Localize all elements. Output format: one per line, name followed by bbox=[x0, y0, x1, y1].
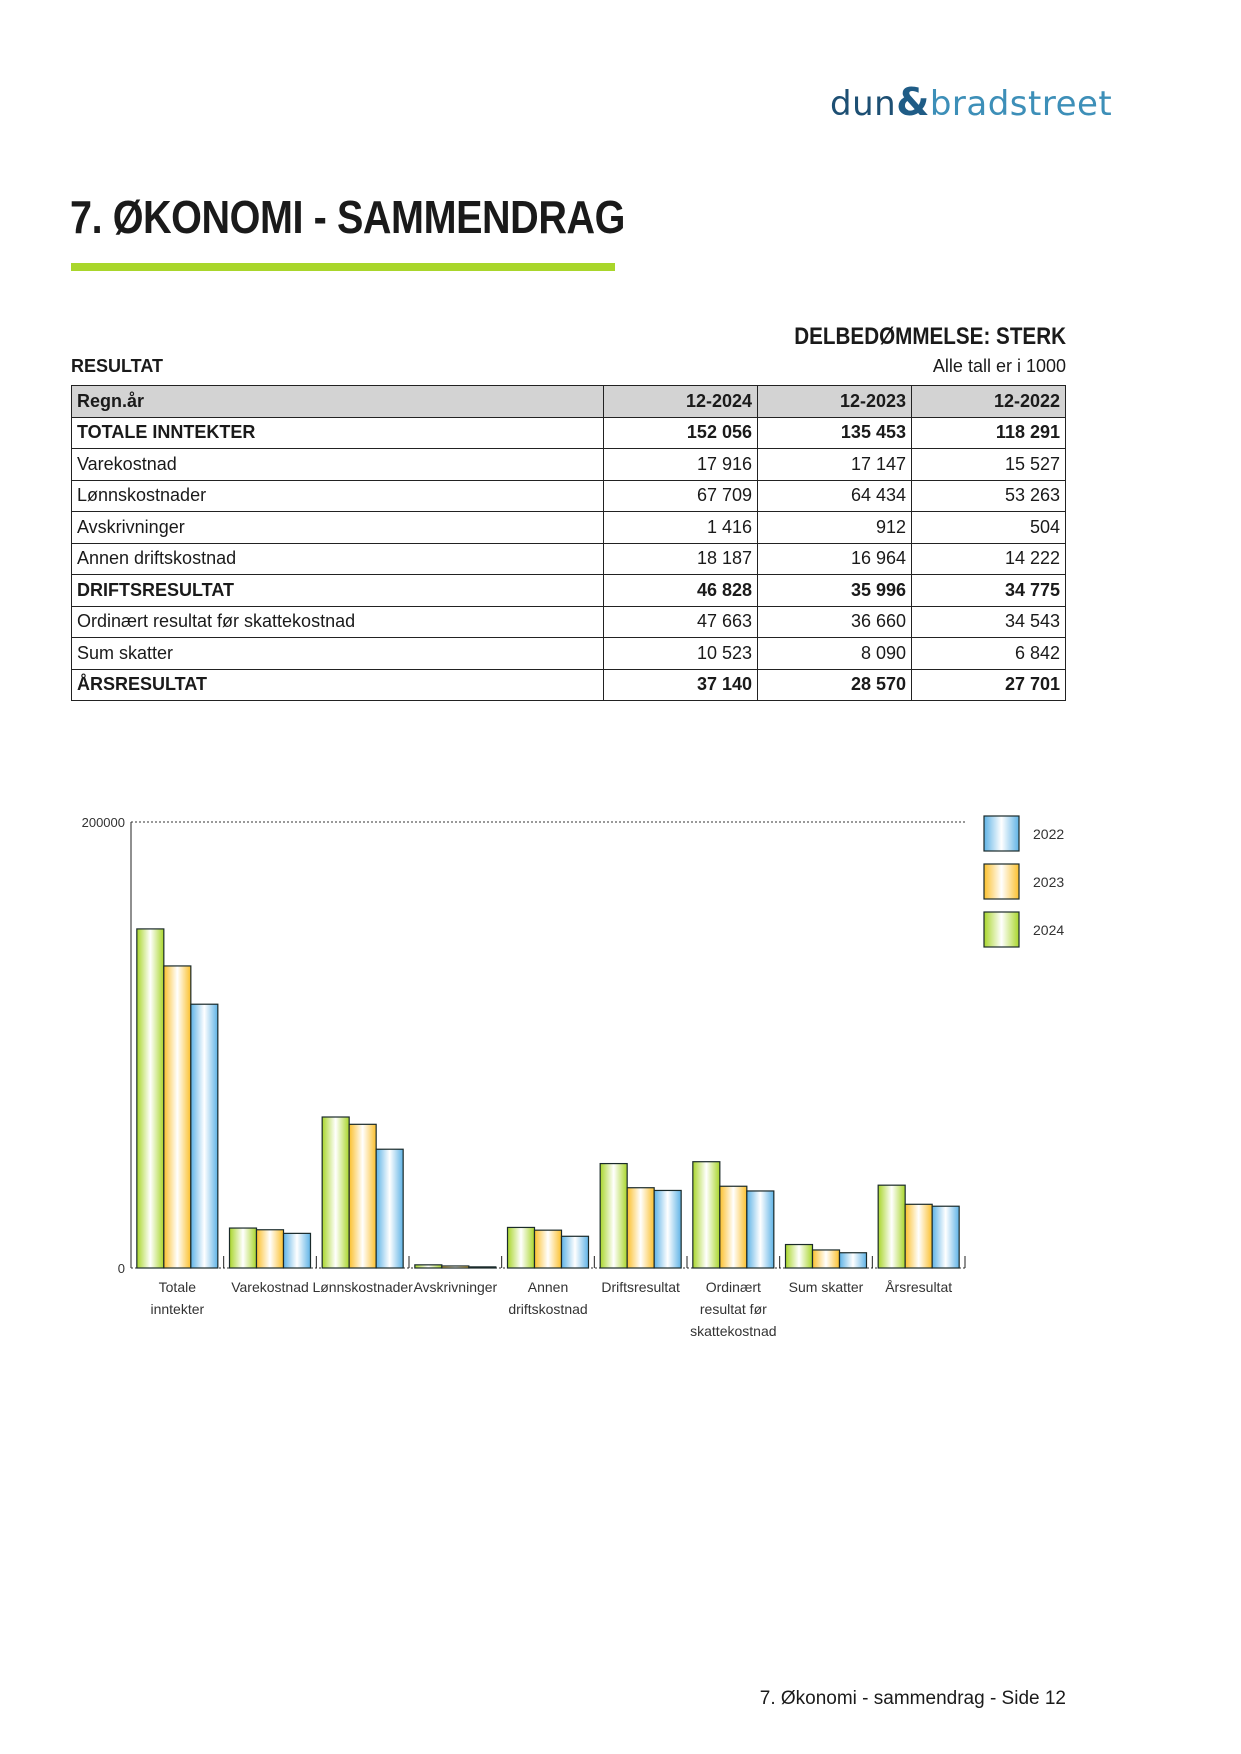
bar-chart bbox=[0, 790, 1241, 1339]
bar-2022 bbox=[932, 1206, 959, 1268]
legend-swatch-2022 bbox=[984, 816, 1019, 851]
logo-text-bradstreet: bradstreet bbox=[929, 84, 1113, 124]
table-row bbox=[72, 543, 1066, 575]
row-label: Ordinært resultat før skattekostnad bbox=[72, 606, 604, 638]
bar-2024 bbox=[786, 1245, 813, 1268]
logo-ampersand: & bbox=[896, 80, 930, 124]
row-value: 47 663 bbox=[604, 606, 758, 638]
row-label: Annen driftskostnad bbox=[72, 543, 604, 575]
y-tick-label: 0 bbox=[117, 1261, 125, 1276]
header-cell: 12-2024 bbox=[604, 386, 758, 418]
row-value: 35 996 bbox=[758, 575, 912, 607]
row-value: 912 bbox=[758, 512, 912, 544]
row-value: 6 842 bbox=[912, 638, 1066, 670]
bar-2024 bbox=[693, 1162, 720, 1268]
bar-2023 bbox=[257, 1230, 284, 1268]
row-value: 16 964 bbox=[758, 543, 912, 575]
row-value: 504 bbox=[912, 512, 1066, 544]
bar-2023 bbox=[720, 1186, 747, 1268]
bar-2022 bbox=[654, 1190, 681, 1268]
header-cell: Regn.år bbox=[72, 386, 604, 418]
table-row bbox=[72, 638, 1066, 670]
x-tick-label: Sum skatter bbox=[788, 1279, 864, 1295]
row-value: 67 709 bbox=[604, 480, 758, 512]
units-note: Alle tall er i 1000 bbox=[932, 356, 1066, 376]
legend-label: 2024 bbox=[1033, 922, 1065, 938]
x-tick-label: Ordinært bbox=[705, 1279, 761, 1295]
row-value: 53 263 bbox=[912, 480, 1066, 512]
table-row bbox=[72, 480, 1066, 512]
bar-2023 bbox=[349, 1124, 376, 1268]
row-value: 8 090 bbox=[758, 638, 912, 670]
row-value: 152 056 bbox=[604, 417, 758, 449]
bar-2024 bbox=[508, 1227, 535, 1268]
row-value: 10 523 bbox=[604, 638, 758, 670]
row-value: 14 222 bbox=[912, 543, 1066, 575]
bar-2023 bbox=[535, 1230, 562, 1268]
table-row bbox=[72, 449, 1066, 481]
bar-2023 bbox=[442, 1266, 469, 1268]
x-tick-label: Varekostnad bbox=[231, 1279, 309, 1295]
row-value: 118 291 bbox=[912, 417, 1066, 449]
x-tick-label: skattekostnad bbox=[690, 1323, 777, 1339]
bar-2022 bbox=[562, 1236, 589, 1268]
row-label: DRIFTSRESULTAT bbox=[72, 575, 604, 607]
bar-2023 bbox=[164, 966, 191, 1268]
x-tick-label: resultat før bbox=[699, 1301, 767, 1317]
row-value: 15 527 bbox=[912, 449, 1066, 481]
legend-label: 2022 bbox=[1033, 826, 1065, 842]
row-value: 135 453 bbox=[758, 417, 912, 449]
x-tick-label: Lønnskostnader bbox=[312, 1279, 413, 1295]
table-row bbox=[72, 669, 1066, 701]
x-tick-label: Totale bbox=[158, 1279, 197, 1295]
row-value: 17 147 bbox=[758, 449, 912, 481]
row-value: 28 570 bbox=[758, 669, 912, 701]
row-value: 18 187 bbox=[604, 543, 758, 575]
y-tick-label: 200000 bbox=[81, 815, 125, 830]
bar-2024 bbox=[878, 1185, 905, 1268]
table-row bbox=[72, 417, 1066, 449]
section-label: RESULTAT bbox=[71, 356, 163, 376]
header-cell: 12-2023 bbox=[758, 386, 912, 418]
row-value: 36 660 bbox=[758, 606, 912, 638]
bar-2022 bbox=[747, 1191, 774, 1268]
page-footer: 7. Økonomi - sammendrag - Side 12 bbox=[759, 1688, 1066, 1709]
x-tick-label: inntekter bbox=[150, 1301, 205, 1317]
row-value: 37 140 bbox=[604, 669, 758, 701]
header-cell: 12-2022 bbox=[912, 386, 1066, 418]
x-tick-label: Årsresultat bbox=[885, 1279, 953, 1295]
bar-2022 bbox=[376, 1149, 403, 1268]
row-value: 34 543 bbox=[912, 606, 1066, 638]
row-label: Lønnskostnader bbox=[72, 480, 604, 512]
row-value: 17 916 bbox=[604, 449, 758, 481]
x-tick-label: Avskrivninger bbox=[413, 1279, 498, 1295]
x-tick-label: Annen bbox=[527, 1279, 569, 1295]
row-label: Varekostnad bbox=[72, 449, 604, 481]
dun-bradstreet-logo bbox=[830, 80, 1112, 124]
logo-text-dun: dun bbox=[830, 84, 897, 124]
bar-2022 bbox=[469, 1267, 496, 1268]
table-row bbox=[72, 606, 1066, 638]
bar-2023 bbox=[813, 1250, 840, 1268]
rating-label: DELBEDØMMELSE: STERK bbox=[794, 323, 1066, 350]
row-label: ÅRSRESULTAT bbox=[72, 669, 604, 701]
row-value: 46 828 bbox=[604, 575, 758, 607]
title-underline bbox=[71, 263, 615, 271]
bar-2024 bbox=[322, 1117, 349, 1268]
legend-label: 2023 bbox=[1033, 874, 1065, 890]
bar-2024 bbox=[415, 1265, 442, 1268]
row-value: 27 701 bbox=[912, 669, 1066, 701]
bar-2023 bbox=[905, 1204, 932, 1268]
row-label: Avskrivninger bbox=[72, 512, 604, 544]
bar-2022 bbox=[840, 1253, 867, 1268]
bar-2024 bbox=[137, 929, 164, 1268]
table-header-row bbox=[72, 386, 1066, 418]
legend-swatch-2023 bbox=[984, 864, 1019, 899]
table-row bbox=[72, 575, 1066, 607]
bar-2024 bbox=[230, 1228, 257, 1268]
bar-2023 bbox=[627, 1188, 654, 1268]
page-title: 7. ØKONOMI - SAMMENDRAG bbox=[70, 191, 625, 243]
bar-2022 bbox=[191, 1004, 218, 1268]
row-value: 1 416 bbox=[604, 512, 758, 544]
bar-2024 bbox=[600, 1164, 627, 1268]
row-value: 64 434 bbox=[758, 480, 912, 512]
row-label: Sum skatter bbox=[72, 638, 604, 670]
row-label: TOTALE INNTEKTER bbox=[72, 417, 604, 449]
x-tick-label: Driftsresultat bbox=[601, 1279, 680, 1295]
table-row bbox=[72, 512, 1066, 544]
x-tick-label: driftskostnad bbox=[508, 1301, 588, 1317]
legend-swatch-2024 bbox=[984, 912, 1019, 947]
bar-2022 bbox=[284, 1233, 311, 1268]
results-table bbox=[71, 385, 1066, 701]
row-value: 34 775 bbox=[912, 575, 1066, 607]
